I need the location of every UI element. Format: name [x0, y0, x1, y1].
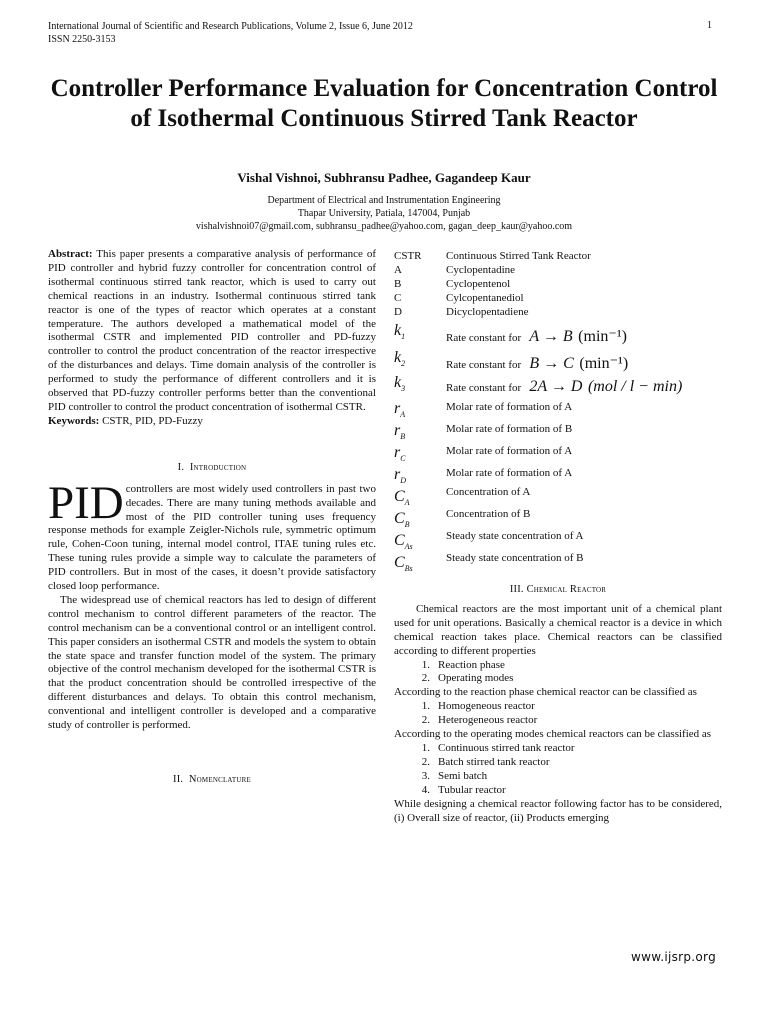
emails: vishalvishnoi07@gmail.com, subhransu_padhee@yahoo.com, gagan_deep_kaur@yahoo.com: [195, 221, 573, 232]
issn-line: ISSN 2250-3153: [48, 34, 116, 45]
abstract: [48, 248, 376, 415]
section-heading-chemical-reactor: III. Chemical Reactor: [509, 584, 607, 595]
list-item: 1. Reaction phase: [421, 658, 505, 671]
dropcap-pid: PID: [48, 476, 124, 529]
department: Department of Electrical and Instrumentation Engineering: [267, 195, 501, 206]
list-operating-modes: [394, 742, 722, 798]
footer-url: www.ijsrp.org: [630, 950, 716, 964]
list-item: 1. Continuous stirred tank reactor: [421, 741, 575, 754]
abstract-text: This paper presents a comparative analysis of performance of PID controller and hybrid fuzzy controller for concentration control of isothermal continuous stirred tank reactor, which is used to carry out chemical reactions in an industry. Isothermal continuous stirred tank reactor is one of the types of reactor which operates at a constant temperature. The authors developed a mathematical model of the isothermal CSTR and implemented PID controller and PD-fuzzy controller to control the product concentration of the reactor irrespective of the disturbances and delays. Time domain analysis of the controller is performed to study the performance of different controllers and it is observed that PD-fuzzy controller performs better than the conventional PID controller to control the product concentration of isothermal CSTR.: [48, 248, 376, 413]
keywords-text: CSTR, PID, PD-Fuzzy: [99, 414, 203, 427]
nomenclature-row: $k_1$ Rate constant for A → B (min⁻¹): [394, 322, 627, 345]
affiliation: [40, 194, 728, 233]
nomenclature-row: $k_3$ Rate constant for 2A → D (mol / l − min): [394, 374, 683, 395]
chem-paragraph-4: While designing a chemical reactor following factor has to be considered, (i) Overall size of reactor, (ii) Products emerging: [394, 797, 722, 824]
right-column: [394, 583, 722, 825]
journal-line: International Journal of Scientific and Research Publications, Volume 2, Issue 6, June 2012: [48, 21, 413, 32]
keywords-label: Keywords:: [48, 414, 100, 427]
nomenclature-row: $k_2$ Rate constant for B → C (min⁻¹): [394, 349, 629, 372]
keywords: [48, 415, 376, 429]
paper-title: Controller Performance Evaluation for Concentration Control of Isothermal Continuous Stirred Tank Reactor: [50, 75, 718, 132]
chem-paragraph-1: Chemical reactors are the most important unit of a chemical plant used for unit operations. Basically a chemical reactor is a device in which chemical reaction takes place. Chemical reactors can be classified according to different properties: [394, 602, 722, 657]
list-item: 3. Semi batch: [421, 769, 488, 782]
section-heading-introduction: I. Introduction: [177, 461, 247, 473]
list-reaction-phase: [394, 700, 722, 728]
list-item: 4. Tubular reactor: [421, 783, 506, 796]
list-item: 2. Batch stirred tank reactor: [421, 755, 550, 768]
page-number: 1: [707, 20, 712, 31]
authors: Vishal Vishnoi, Subhransu Padhee, Gagandeep Kaur: [237, 170, 531, 185]
running-header: [48, 20, 413, 46]
section-heading-nomenclature: II. Nomenclature: [173, 774, 251, 785]
list-item: 1. Homogeneous reactor: [421, 700, 535, 713]
left-column: [48, 248, 376, 787]
abstract-label: Abstract:: [48, 248, 93, 260]
chem-paragraph-3: According to the operating modes chemical reactors can be classified as: [394, 728, 712, 741]
list-item: 2. Operating modes: [421, 672, 514, 685]
intro-paragraph-2: The widespread use of chemical reactors has led to design of different control mechanism to control different parameters of the reactor. The control mechanism can be a conventional control or an intelligent control. This paper considers an isothermal CSTR and models the system to obtain the state space and transfer function model of the system. The primary objective of the control mechanism developed for the isothermal CSTR is that the product concentration should be controlled irrespective of the different disturbances and delays. To obtain this control mechanism, conventional and intelligent controller is developed and a comparative study of controller is performed.: [48, 593, 376, 732]
intro-paragraph-1: PID controllers are most widely used controllers in past two decades. There are many tuning methods available and most of the PID controller tuning uses frequency response methods for example Zeigler-Nichols rule, symmetric optimum rule, Cohen-Coon tuning, internal model control, ITAE tuning rules etc. These tuning rules provide a simple way to calculate the parameters of PID controllers. But in most of the cases, it doesn’t provide satisfactory closed loop performance.: [48, 476, 376, 593]
chem-paragraph-2: According to the reaction phase chemical reactor can be classified as: [394, 686, 697, 699]
list-item: 2. Heterogeneous reactor: [421, 714, 538, 727]
university: Thapar University, Patiala, 147004, Punjab: [297, 208, 471, 219]
list-classification-properties: [394, 659, 722, 687]
